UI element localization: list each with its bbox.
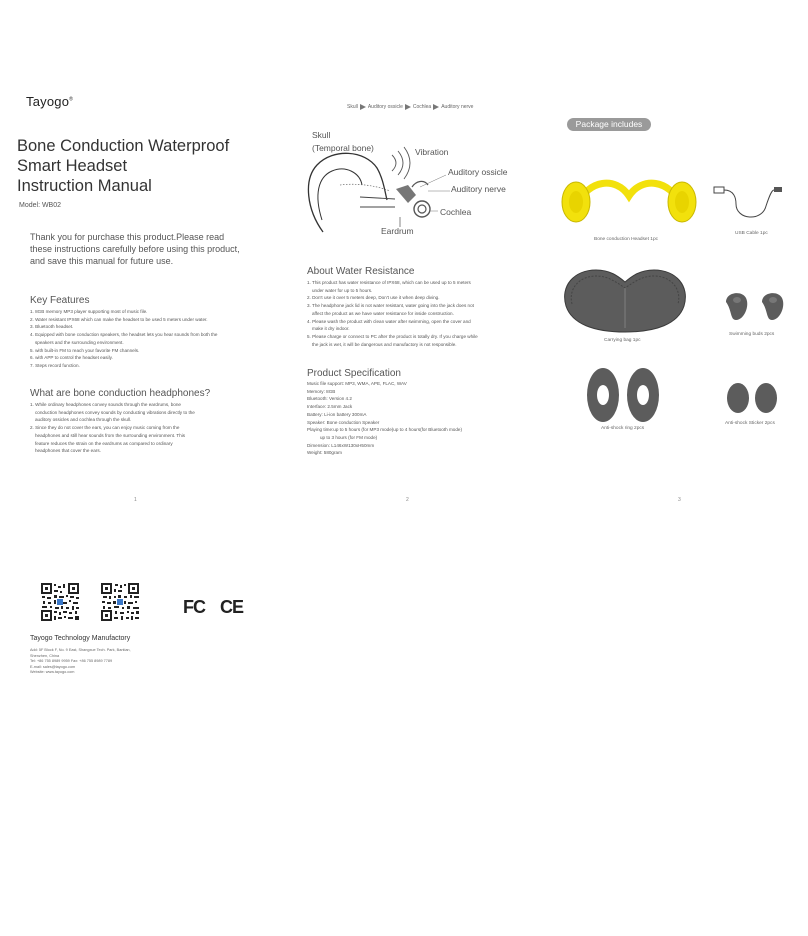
bud-detail	[769, 297, 777, 303]
list-item: feature reduces the strain on the eardrums as compared to ordinary	[35, 440, 173, 446]
conduction-flow	[347, 104, 473, 110]
spec-list	[307, 380, 462, 457]
water-list	[307, 279, 478, 348]
ear-canal	[360, 197, 395, 207]
arrow-right-icon	[360, 104, 366, 110]
list-item: Speaker: Bone conduction Speaker	[307, 419, 380, 425]
headset-image	[558, 168, 700, 230]
carrying-bag-image	[560, 266, 690, 338]
key-features-heading: Key Features	[30, 295, 90, 306]
list-item: speakers and the surrounding environment.	[35, 339, 124, 345]
bud-detail	[733, 297, 741, 303]
label-cochlea: Cochlea	[440, 207, 472, 217]
list-item: Interface: 2.5mm Jack	[307, 404, 353, 410]
list-item: 1. This product has water resistance of IPX68, which can be used up to 5 meters	[307, 280, 471, 285]
sticker-left	[727, 383, 749, 413]
headset-band	[578, 183, 680, 204]
label-temporal: (Temporal bone)	[312, 143, 374, 153]
skull-line	[340, 184, 390, 191]
flow-step: Skull	[347, 104, 358, 110]
list-item: 1. 8GB memory MP3 player supporting most of music file.	[30, 309, 148, 314]
list-item: affect the product as we have water resistance for inside construction.	[312, 310, 454, 316]
company-name: Tayogo Technology Manufactory	[30, 635, 131, 642]
usb-plug-a	[714, 187, 724, 193]
ce-mark: CE	[220, 597, 244, 617]
what-are-heading: What are bone conduction headphones?	[30, 388, 211, 399]
qr-code-icon	[100, 582, 140, 622]
contact-line: E-mail: sales@tayogo.com	[30, 664, 76, 669]
flow-step: Auditory nerve	[441, 104, 474, 110]
list-item: conduction headphones convey sounds by conducting vibrations directly to the	[35, 409, 195, 415]
usb-cable-image	[712, 184, 788, 224]
list-item: Dimension: L146xW130xH50mm	[307, 442, 375, 448]
sticker-right	[755, 383, 777, 413]
manual-title: Bone Conduction Waterproof Smart Headset Instruction Manual	[17, 137, 230, 195]
anti-shock-ring-image	[585, 364, 663, 426]
list-item: 5. with built-in FM to reach your favorite FM channels.	[30, 347, 140, 353]
leader-line	[420, 175, 446, 187]
list-item: Bluetooth: Version 4.2	[307, 396, 352, 402]
label-ossicle: Auditory ossicle	[448, 167, 508, 177]
vibration-wave	[404, 147, 410, 179]
brand-logo: Tayogo®	[26, 94, 74, 109]
key-features-list	[30, 308, 217, 370]
pod-detail	[675, 191, 689, 213]
caption-buds: Swimming buds 2pcs	[729, 332, 775, 337]
list-item: auditory ossicles and cochlea through the skull.	[35, 417, 132, 423]
contact-line: Add: 5F Block F, No. 9 East, Shangxue Tech. Park, Bantian,	[30, 648, 131, 652]
cochlea-shape	[414, 201, 430, 217]
list-item: 4. Equipped with bone conduction speakers, the headset lets you hear sounds from both the	[30, 332, 218, 338]
ring-hole	[637, 385, 649, 405]
spec-heading: Product Specification	[307, 368, 401, 379]
list-item: 7. Steps record function.	[30, 362, 80, 368]
list-item: make it dry indoor.	[312, 326, 350, 332]
contact-line: Tel: +86 755 8989 9959 Fax: +86 755 8989 7789	[30, 659, 113, 664]
usb-plug-micro	[774, 187, 782, 192]
vibration-wave	[392, 155, 396, 171]
page-number: 3	[678, 497, 681, 503]
contact-block	[30, 648, 131, 676]
list-item: 5. Please charge or connect to PC after the product is totally dry. If you charge while	[307, 333, 478, 339]
list-item: Battery: Li-ion battery 300mA	[307, 411, 367, 417]
list-item: headphones that cover the ears.	[35, 448, 101, 454]
cochlea-inner	[418, 205, 426, 213]
contact-line: Website: www.tayogo.com	[30, 670, 75, 675]
list-item: Playing time:up to 5 hours (for MP3 mode)up to 4 hours(for Bluetooth mode)	[307, 427, 462, 433]
caption-ring: Anti-shock ring 2pcs	[601, 426, 645, 431]
label-eardrum: Eardrum	[381, 226, 414, 236]
list-item: 3. The headphone jack lid is not water resistant, water going into the jack does not	[307, 303, 474, 309]
package-includes-badge: Package includes	[567, 118, 651, 131]
caption-headset: Bone conduction Headset 1pc	[594, 237, 659, 242]
list-item: up to 3 hours (for FM mode)	[320, 434, 378, 440]
list-item: Music file support: MP3, WMA, APE, FLAC, WAV	[307, 381, 407, 386]
usb-wire	[724, 190, 774, 217]
page-number: 1	[134, 497, 137, 503]
list-item: 6. with APP to control the headset easily.	[30, 355, 113, 361]
list-item: under water for up to 5 hours.	[312, 287, 373, 293]
pod-detail	[569, 191, 583, 213]
caption-bag: Carrying bag 1pc	[604, 338, 641, 343]
list-item: 2. Since they do not cover the ears, you can enjoy music coming from the	[30, 425, 180, 431]
list-item: 2. Don't use it over 5 meters deep, Don't use it when deep diving.	[307, 295, 440, 301]
what-are-list	[30, 401, 195, 455]
list-item: headphones and still hear sounds from the surrounding environment. This	[35, 432, 186, 438]
caption-sticker: Anti-shock Sticker 2pcs	[725, 421, 775, 426]
label-skull: Skull	[312, 130, 331, 140]
label-nerve: Auditory nerve	[451, 184, 506, 194]
arrow-right-icon	[433, 104, 439, 110]
vibration-wave	[398, 151, 403, 175]
ossicle-shape	[396, 185, 416, 203]
list-item: 3. Bluetooth headset.	[30, 324, 74, 330]
list-item: 2. Water resistant IPX68 which can make the headset to be used 5 meters under water.	[30, 316, 208, 322]
qr-code-icon	[40, 582, 80, 622]
page-number: 2	[406, 497, 409, 503]
list-item: 1. While ordinary headphones convey sounds through the eardrums, bone	[30, 402, 181, 407]
model-number: Model: WB02	[19, 202, 62, 209]
swimming-buds-image	[720, 290, 790, 324]
anti-shock-sticker-image	[726, 382, 780, 414]
ear-inner	[318, 169, 362, 220]
list-item: 4. Please wash the product with clean water after swimming, open the cover and	[307, 318, 471, 324]
list-item: Weight: 580gram	[307, 450, 342, 456]
list-item: Memory: 8GB	[307, 388, 336, 394]
ear-outline	[308, 153, 387, 232]
caption-usb: USB Cable 1pc	[735, 231, 768, 236]
ring-hole	[597, 385, 609, 405]
arrow-right-icon	[405, 104, 411, 110]
flow-step: Auditory ossicle	[367, 104, 403, 110]
contact-line: Shenzhen, China	[30, 653, 60, 658]
list-item: the jack is wet, it will be dangerous and manufactory is not responsible.	[312, 341, 457, 347]
fcc-mark: FC	[183, 597, 205, 617]
water-heading: About Water Resistance	[307, 266, 415, 277]
flow-step: Cochlea	[412, 104, 432, 110]
label-vibration: Vibration	[415, 147, 449, 157]
thanks-paragraph: Thank you for purchase this product.Please read these instructions carefully before using this product, and save this manual for future use.	[30, 232, 240, 266]
